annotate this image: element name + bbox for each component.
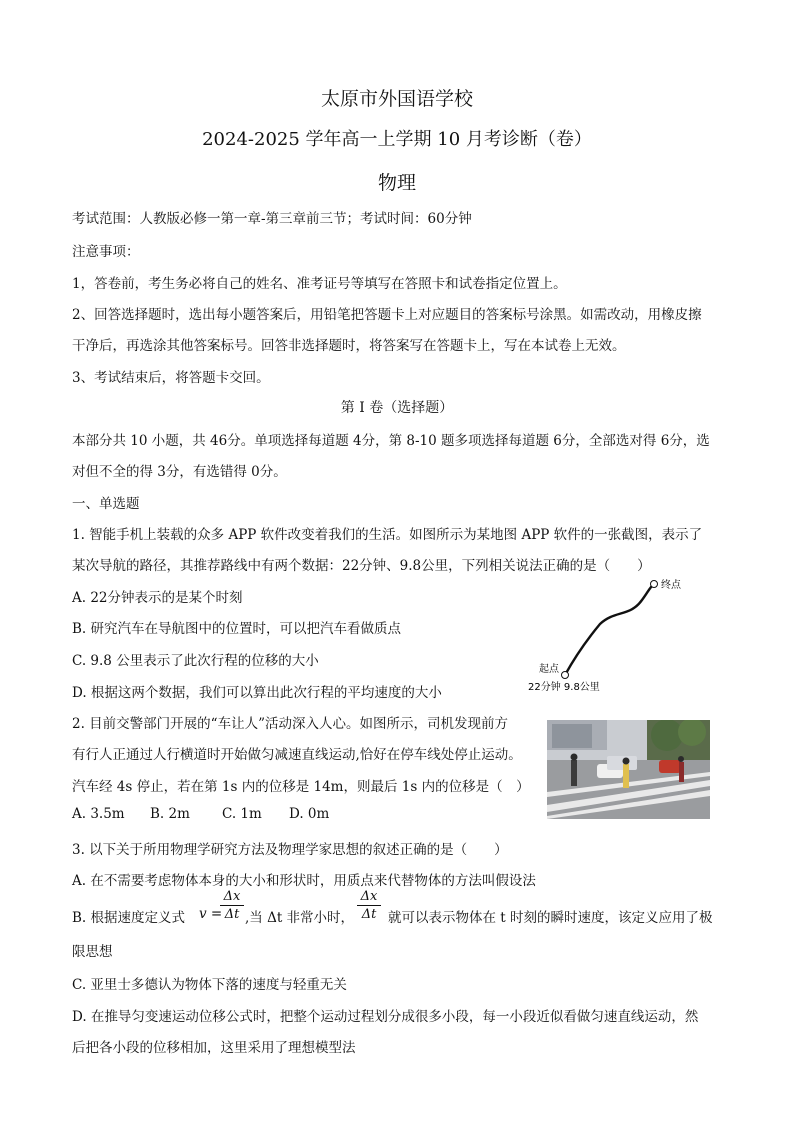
q3-fraction-denominator: Δt bbox=[224, 907, 240, 922]
notice-title: 注意事项： bbox=[72, 244, 140, 260]
fraction-bar bbox=[220, 905, 244, 906]
crosswalk-photo bbox=[547, 720, 710, 819]
q3-stem: 3. 以下关于所用物理学研究方法及物理学家思想的叙述正确的是（ ） bbox=[72, 842, 508, 858]
q3-option-b-line-2: 限思想 bbox=[72, 944, 113, 960]
crosswalk-scene-svg bbox=[547, 720, 710, 819]
fraction-bar-2 bbox=[357, 905, 381, 906]
q1-option-d: D. 根据这两个数据，我们可以算出此次行程的平均速度的大小 bbox=[72, 685, 442, 701]
q3-option-b-suffix: 就可以表示物体在 t 时刻的瞬时速度，该定义应用了极 bbox=[388, 910, 713, 926]
section-desc-1: 本部分共 10 小题，共 46分。单项选择每道题 4分，第 8-10 题多项选择每道题 6分，全部选对得 6分，选 bbox=[72, 433, 710, 449]
navigation-route-figure bbox=[520, 572, 720, 697]
subject-title: 物理 bbox=[377, 172, 416, 194]
route-line bbox=[565, 584, 654, 675]
q2-option-a: A. 3.5m bbox=[72, 806, 125, 822]
exam-title: 2024-2025 学年高一上学期 10 月考诊断（卷） bbox=[202, 129, 592, 150]
q2-option-b: B. 2m bbox=[150, 806, 190, 822]
q3-fraction-dx-dt-2 bbox=[357, 889, 381, 922]
q2-option-c: C. 1m bbox=[222, 806, 262, 822]
q3-option-d-1: D. 在推导匀变速运动位移公式时，把整个运动过程划分成很多小段，每一小段近似看做匀速直线运动，然 bbox=[72, 1009, 699, 1025]
q3-fraction-dx-dt bbox=[220, 889, 244, 922]
school-name: 太原市外国语学校 bbox=[320, 88, 473, 110]
q1-option-b: B. 研究汽车在导航图中的位置时，可以把汽车看做质点 bbox=[72, 621, 402, 637]
notice-2b: 干净后，再选涂其他答案标号。回答非选择题时，将答案写在答题卡上，写在本试卷上无效。 bbox=[72, 338, 626, 354]
q3-option-c: C. 亚里士多德认为物体下落的速度与轻重无关 bbox=[72, 977, 347, 993]
notice-2a: 2、回答选择题时，选出每小题答案后，用铅笔把答题卡上对应题目的答案标号涂黑。如需改动，用橡皮擦 bbox=[72, 307, 702, 323]
map-start-label: 起点 bbox=[539, 664, 559, 675]
route-path-svg bbox=[520, 572, 720, 697]
q3-option-a: A. 在不需要考虑物体本身的大小和形状时，用质点来代替物体的方法叫假设法 bbox=[72, 873, 536, 889]
map-end-label: 终点 bbox=[661, 580, 681, 591]
notice-1: 1，答卷前，考生务必将自己的姓名、准考证号等填写在答照卡和试卷指定位置上。 bbox=[72, 276, 567, 292]
section-desc-2: 对但不全的得 3分，有选错得 0分。 bbox=[72, 464, 287, 480]
q3-fraction-numerator: Δx bbox=[223, 889, 241, 904]
exam-scope: 考试范围：人教版必修一第一章-第三章前三节；考试时间：60分钟 bbox=[72, 211, 472, 227]
notice-3: 3、考试结束后，将答题卡交回。 bbox=[72, 370, 270, 386]
q1-stem-2: 某次导航的路径，其推荐路线中有两个数据：22分钟、9.8公里，下列相关说法正确的是（ ） bbox=[72, 558, 651, 574]
q3-option-b-middle: ,当 Δt 非常小时， bbox=[245, 910, 355, 926]
q3-option-d-2: 后把各小段的位移相加，这里采用了理想模型法 bbox=[72, 1040, 356, 1056]
q2-stem-2: 有行人正通过人行横道时开始做匀减速直线运动,恰好在停车线处停止运动。 bbox=[72, 747, 522, 763]
q1-option-c: C. 9.8 公里表示了此次行程的位移的大小 bbox=[72, 653, 319, 669]
end-point-marker bbox=[651, 581, 658, 588]
section-title: 第 I 卷（选择题） bbox=[340, 400, 454, 416]
q3-option-b-prefix: B. 根据速度定义式 bbox=[72, 910, 186, 926]
part-heading: 一、单选题 bbox=[72, 496, 140, 512]
q1-option-a: A. 22分钟表示的是某个时刻 bbox=[72, 590, 243, 606]
q3-fraction-denominator-2: Δt bbox=[361, 907, 377, 922]
q3-velocity-symbol: v = bbox=[199, 906, 223, 922]
q3-fraction-numerator-2: Δx bbox=[360, 889, 378, 904]
start-point-marker bbox=[562, 672, 569, 679]
q2-option-d: D. 0m bbox=[289, 806, 330, 822]
map-stats-label: 22分钟 9.8公里 bbox=[528, 682, 600, 693]
q2-stem-1: 2. 目前交警部门开展的“车让人”活动深入人心。如图所示，司机发现前方 bbox=[72, 716, 508, 732]
q2-stem-3: 汽车经 4s 停止，若在第 1s 内的位移是 14m，则最后 1s 内的位移是（ ） bbox=[72, 779, 530, 795]
q1-stem-1: 1. 智能手机上装载的众多 APP 软件改变着我们的生活。如图所示为某地图 APP 软件的一张截图，表示了 bbox=[72, 527, 703, 543]
